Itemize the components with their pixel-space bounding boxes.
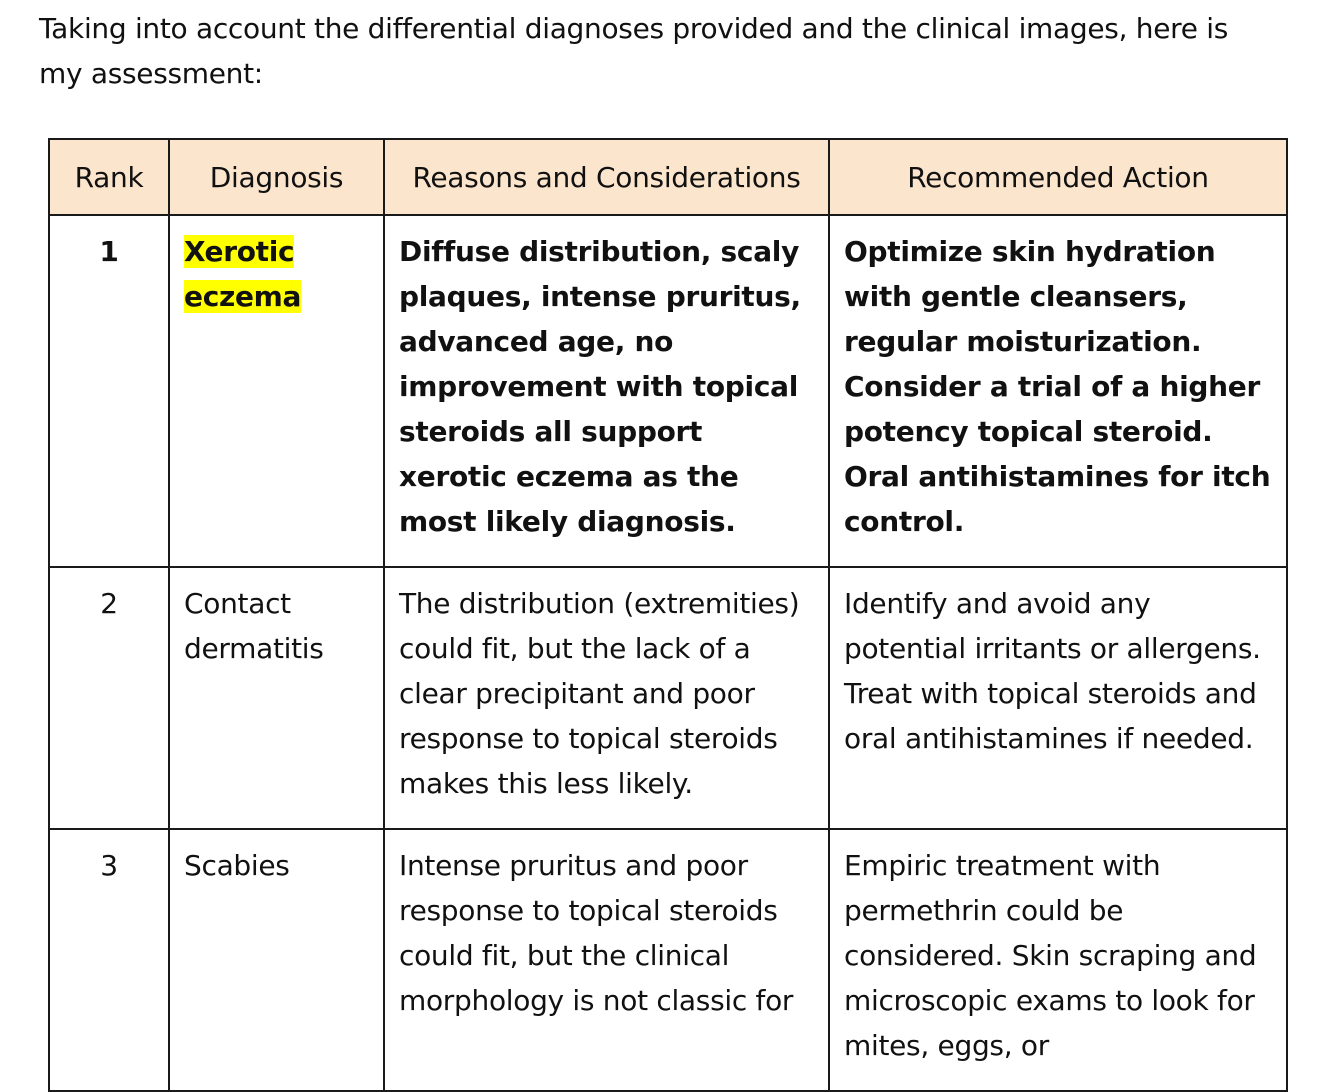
differential-diagnosis-table — [48, 138, 1288, 1092]
rank-cell: 1 — [49, 215, 169, 567]
action-cell: Optimize skin hydration with gentle cleansers, regular moisturization. Consider a trial of a higher potency topical steroid. Oral antihistamines for itch control. — [829, 215, 1287, 567]
table-header-row — [49, 139, 1287, 215]
reasons-cell: Intense pruritus and poor response to topical steroids could fit, but the clinical morphology is not classic for — [384, 829, 829, 1091]
table-row — [49, 829, 1287, 1091]
header-reasons: Reasons and Considerations — [384, 139, 829, 215]
table-row — [49, 215, 1287, 567]
diagnosis-cell — [169, 215, 384, 567]
header-rank: Rank — [49, 139, 169, 215]
rank-cell: 3 — [49, 829, 169, 1091]
intro-text: Taking into account the differential diagnoses provided and the clinical images, here is my assessment: — [39, 12, 1229, 90]
diagnosis-cell: Scabies — [169, 829, 384, 1091]
header-action: Recommended Action — [829, 139, 1287, 215]
action-cell: Empiric treatment with permethrin could be considered. Skin scraping and microscopic exams to look for mites, eggs, or — [829, 829, 1287, 1091]
reasons-cell: The distribution (extremities) could fit, but the lack of a clear precipitant and poor response to topical steroids makes this less likely. — [384, 567, 829, 829]
reasons-cell: Diffuse distribution, scaly plaques, intense pruritus, advanced age, no improvement with topical steroids all support xerotic eczema as the most likely diagnosis. — [384, 215, 829, 567]
table-row — [49, 567, 1287, 829]
diagnosis-cell: Contact dermatitis — [169, 567, 384, 829]
highlighted-diagnosis: Xerotic eczema — [184, 235, 302, 313]
rank-cell: 2 — [49, 567, 169, 829]
action-cell: Identify and avoid any potential irritants or allergens. Treat with topical steroids and oral antihistamines if needed. — [829, 567, 1287, 829]
header-diagnosis: Diagnosis — [169, 139, 384, 215]
